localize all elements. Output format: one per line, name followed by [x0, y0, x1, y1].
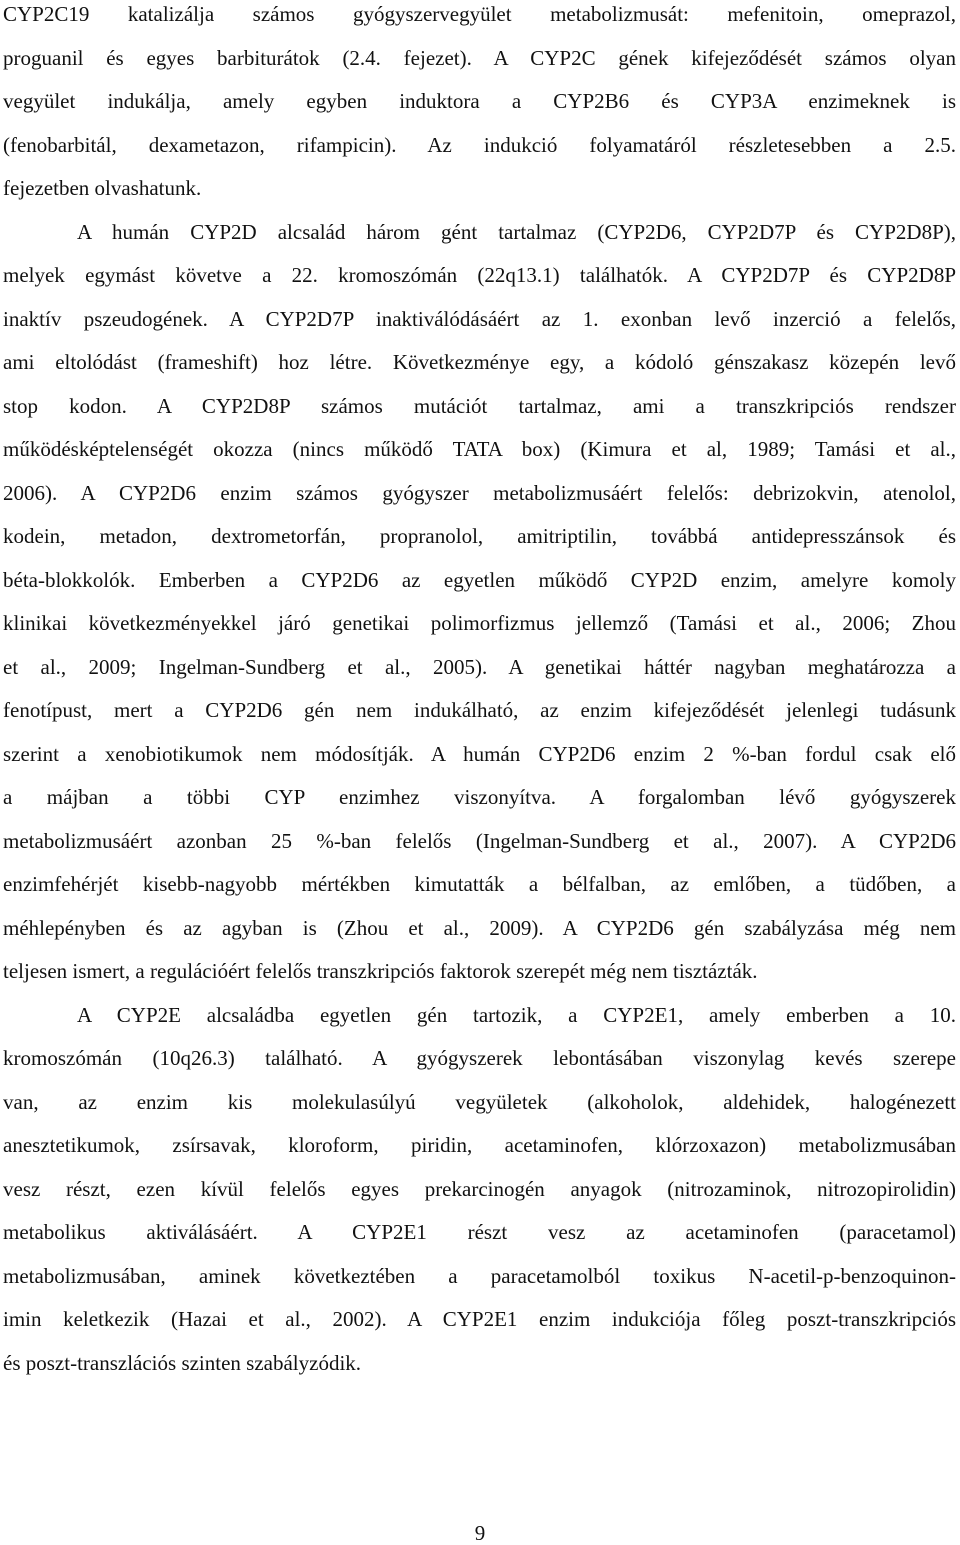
text-line: anesztetikumok, zsírsavak, kloroform, piridin, acetaminofen, klórzoxazon) metabolizmusában	[3, 1133, 956, 1157]
text-line: metabolikus aktiválásáért. A CYP2E1 részt vesz az acetaminofen (paracetamol)	[3, 1220, 956, 1244]
text-line: béta-blokkolók. Emberben a CYP2D6 az egyetlen működő CYP2D enzim, amelyre komoly	[3, 567, 956, 592]
page-number: 9	[474, 1521, 486, 1545]
text-line: kromoszómán (10q26.3) található. A gyógyszerek lebontásában viszonylag kevés szerepe	[3, 1046, 956, 1070]
text-line: stop kodon. A CYP2D8P számos mutációt tartalmaz, ami a transzkripciós rendszer	[3, 393, 956, 418]
text-line: metabolizmusáért azonban 25 %-ban felelős (Ingelman-Sundberg et al., 2007). A CYP2D6	[3, 828, 956, 853]
text-line: a májban a többi CYP enzimhez viszonyítva. A forgalomban lévő gyógyszerek	[3, 785, 956, 809]
text-line: CYP2C19 katalizálja számos gyógyszervegyület metabolizmusát: mefenitoin, omeprazol,	[3, 2, 956, 26]
text-line: teljesen ismert, a regulációért felelős transzkripciós faktorok szerepét még nem tisztázták.	[3, 959, 758, 983]
text-line: A humán CYP2D alcsalád három gént tartalmaz (CYP2D6, CYP2D7P és CYP2D8P),	[77, 219, 956, 244]
text-line: és poszt-transzlációs szinten szabályzódik.	[3, 1350, 362, 1375]
text-line: (fenobarbitál, dexametazon, rifampicin). Az indukció folyamatáról részletesebben a 2.5.	[3, 132, 956, 157]
text-line: enzimfehérjét kisebb-nagyobb mértékben kimutatták a bélfalban, az emlőben, a tüdőben, a	[3, 872, 956, 896]
text-line: működésképtelenségét okozza (nincs működő TATA box) (Kimura et al, 1989; Tamási et al.,	[3, 437, 956, 461]
text-line: van, az enzim kis molekulasúlyú vegyületek (alkoholok, aldehidek, halogénezett	[3, 1089, 956, 1114]
text-line: 2006). A CYP2D6 enzim számos gyógyszer metabolizmusáért felelős: debrizokvin, atenolol,	[3, 480, 956, 505]
text-line: kodein, metadon, dextrometorfán, propranolol, amitriptilin, továbbá antidepresszánsok és	[3, 524, 956, 548]
text-line: inaktív pszeudogének. A CYP2D7P inaktiválódásáért az 1. exonban levő inzerció a felelős,	[3, 306, 956, 331]
text-line: szerint a xenobiotikumok nem módosítják. A humán CYP2D6 enzim 2 %-ban fordul csak elő	[3, 741, 956, 766]
text-line: fenotípust, mert a CYP2D6 gén nem indukálható, az enzim kifejeződését jelenlegi tudásunk	[3, 698, 956, 722]
text-line: A CYP2E alcsaládba egyetlen gén tartozik, a CYP2E1, amely emberben a 10.	[77, 1002, 956, 1027]
text-line: proguanil és egyes barbiturátok (2.4. fejezet). A CYP2C gének kifejeződését számos olyan	[3, 45, 956, 70]
text-line: imin keletkezik (Hazai et al., 2002). A CYP2E1 enzim indukciója főleg poszt-transzkripciós	[3, 1307, 956, 1331]
text-line: ami eltolódást (frameshift) hoz létre. Következménye egy, a kódoló génszakasz közepén levő	[3, 350, 956, 374]
text-line: vesz részt, ezen kívül felelős egyes prekarcinogén anyagok (nitrozaminok, nitrozopirolidin)	[3, 1176, 956, 1201]
text-line: et al., 2009; Ingelman-Sundberg et al., 2005). A genetikai háttér nagyban meghatározza a	[3, 654, 956, 679]
text-line: metabolizmusában, aminek következtében a paracetamolból toxikus N-acetil-p-benzoquinon-	[3, 1263, 956, 1288]
text-line: melyek egymást követve a 22. kromoszómán (22q13.1) találhatók. A CYP2D7P és CYP2D8P	[3, 263, 956, 287]
text-line: klinikai következményekkel járó genetikai polimorfizmus jellemző (Tamási et al., 2006; Zhou	[3, 611, 956, 635]
text-line: méhlepényben és az agyban is (Zhou et al., 2009). A CYP2D6 gén szabályzása még nem	[3, 915, 956, 940]
text-line: vegyület indukálja, amely egyben induktora a CYP2B6 és CYP3A enzimeknek is	[3, 89, 956, 113]
body-text	[3, 0, 956, 1392]
text-line: fejezetben olvashatunk.	[3, 176, 202, 200]
